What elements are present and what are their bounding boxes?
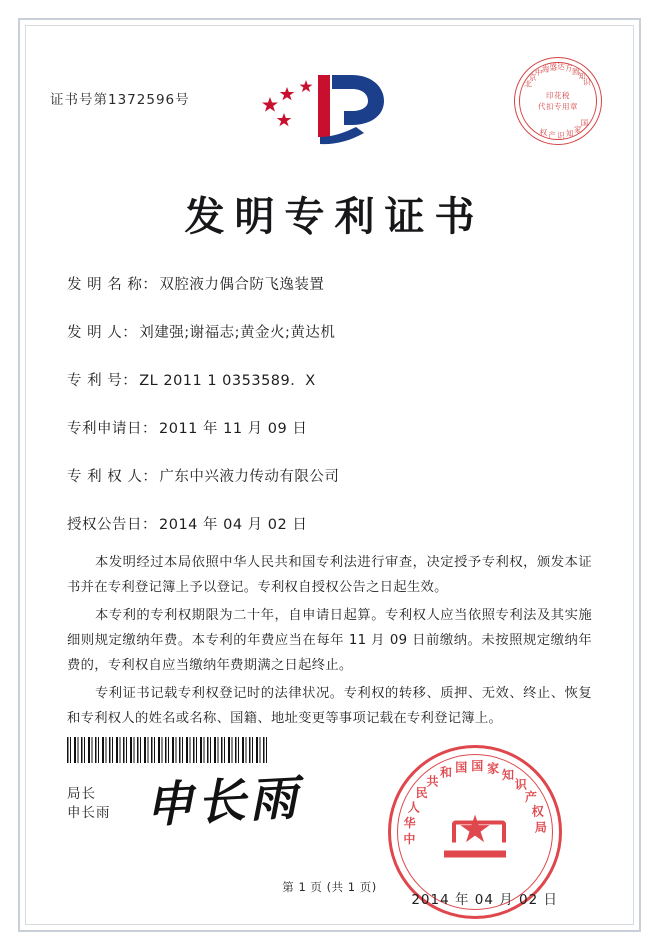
field-label: 发 明 人： (67, 325, 138, 341)
star-icon: ★ (457, 806, 493, 851)
director-name-label: 申长雨 (67, 805, 111, 821)
field-value: 2011 年 11 月 09 日 (159, 421, 308, 437)
field-list (67, 273, 594, 561)
handwritten-signature: 申长雨 (143, 769, 303, 835)
field-grant-announcement-date (67, 513, 594, 534)
field-patent-number (67, 369, 594, 390)
field-application-date (67, 417, 594, 438)
legal-paragraph-2: 本专利的专利权期限为二十年，自申请日起算。专利权人应当依照专利法及其实施细则规定缴纳年费。本专利的年费应当在每年 11 月 09 日前缴纳。未按照规定缴纳年费的，专利权自应当缴纳年费期满之日起终止。 (67, 608, 592, 673)
legal-paragraph-1: 本发明经过本局依照中华人民共和国专利法进行审查，决定授予专利权，颁发本证书并在专利登记簿上予以登记。专利权自授权公告之日起生效。 (67, 555, 592, 595)
tax-stamp-seal: 印花税 代扣专用章 北 京 中 海 盛 达 方 圆 知 识 国 家 知 识 产 权 (514, 57, 602, 145)
certificate-number: 证书号第1372596号 (50, 92, 190, 108)
seal-center-line-1: 印花税 (546, 91, 570, 100)
field-label: 专 利 权 人： (67, 469, 158, 485)
field-label: 专利申请日： (67, 421, 157, 437)
legal-text-block (67, 550, 592, 734)
field-value: ZL 2011 1 0353589．X (139, 373, 316, 389)
cnipa-logo-icon (260, 67, 400, 145)
field-label: 发 明 名 称： (67, 277, 158, 293)
field-label: 专 利 号： (67, 373, 138, 389)
director-title-label: 局长 (67, 786, 96, 802)
field-value: 广东中兴液力传动有限公司 (159, 469, 340, 485)
field-patentee (67, 465, 594, 486)
field-invention-name (67, 273, 594, 294)
seal-center-text (515, 90, 601, 112)
certificate-content (45, 45, 614, 908)
field-value: 刘建强;谢福志;黄金火;黄达机 (139, 325, 336, 341)
seal-arc-text: 中 华 人 民 共 和 国 国 家 知 识 产 权 局 (403, 759, 547, 846)
issue-date: 2014 年 04 月 02 日 (411, 892, 558, 908)
field-label: 授权公告日： (67, 517, 157, 533)
legal-paragraph-3: 专利证书记载专利权登记时的法律状况。专利权的转移、质押、无效、终止、恢复和专利权人的姓名或名称、国籍、地址变更等事项记载在专利登记簿上。 (67, 686, 592, 726)
signature-block (67, 785, 111, 823)
barcode (67, 737, 267, 763)
seal-center-line-2: 代扣专用章 (538, 102, 578, 111)
field-inventors (67, 321, 594, 342)
page-title: 发明专利证书 (184, 193, 485, 240)
page-footer: 第 1 页 (共 1 页) (282, 880, 377, 894)
field-value: 2014 年 04 月 02 日 (159, 517, 308, 533)
field-value: 双腔液力偶合防飞逸装置 (159, 277, 325, 293)
